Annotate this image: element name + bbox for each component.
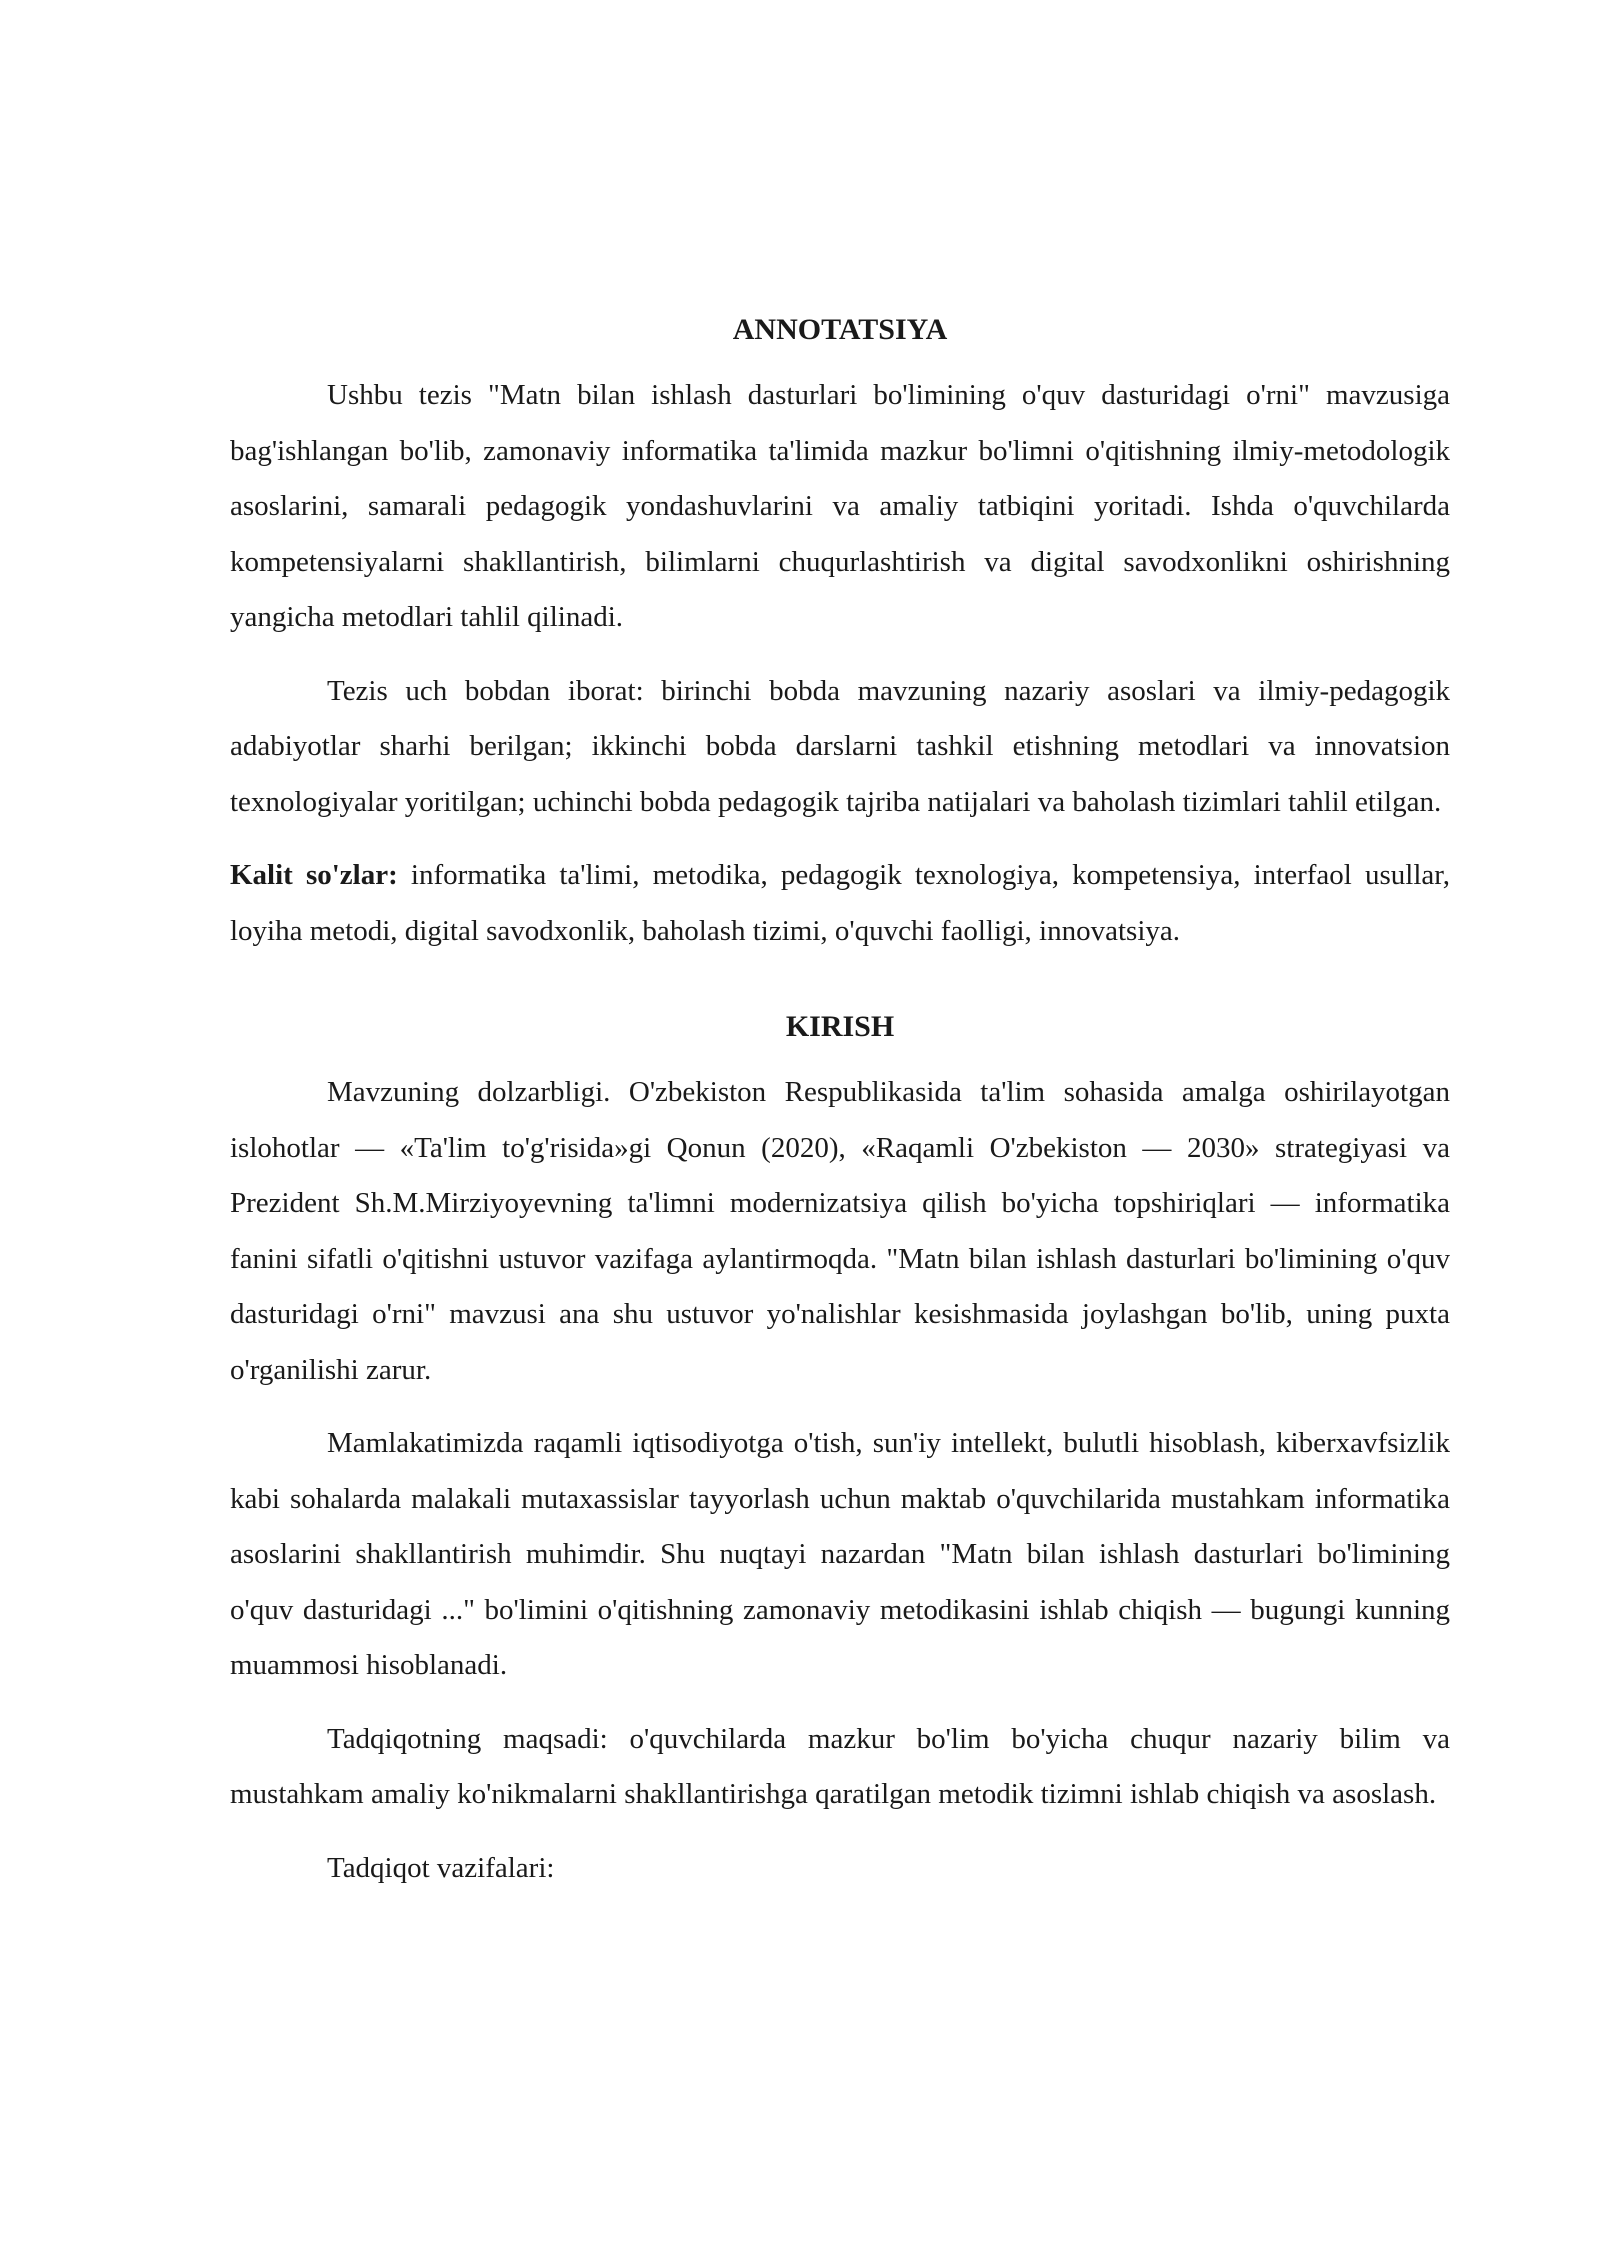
keywords-label: Kalit so'zlar: bbox=[230, 859, 398, 891]
keywords-paragraph bbox=[230, 848, 1450, 959]
intro-heading: KIRISH bbox=[785, 1010, 895, 1043]
intro-paragraph: Mavzuning dolzarbligi. O'zbekiston Respublikasida ta'lim sohasida amalga oshirilayotgan islohotlar — «Ta'lim to'g'risida»gi Qonun (2020), «Raqamli O'zbekiston — 2030» strategiyasi va Prezident Sh.M.Mirziyoyevning ta'limni modernizatsiya qilish bo'yicha topshiriqlari — informatika fanini sifatli o'qitishni ustuvor vazifaga aylantirmoqda. "Matn bilan ishlash dasturlari bo'limining o'quv dasturidagi o'rni" mavzusi ana shu ustuvor yo'nalishlar kesishmasida joylashgan bo'lib, uning puxta o'rganilishi zarur. bbox=[230, 1076, 1450, 1386]
intro-paragraph: Mamlakatimizda raqamli iqtisodiyotga o'tish, sun'iy intellekt, bulutli hisoblash, kiberxavfsizlik kabi sohalarda malakali mutaxassislar tayyorlash uchun maktab o'quvchilarida mustahkam informatika asoslarini shakllantirish muhimdir. Shu nuqtayi nazardan "Matn bilan ishlash dasturlari bo'limining o'quv dasturidagi ..." bo'limini o'qitishning zamonaviy metodikasini ishlab chiqish — bugungi kunning muammosi hisoblanadi. bbox=[230, 1427, 1450, 1681]
intro-paragraph: Tadqiqotning maqsadi: o'quvchilarda mazkur bo'lim bo'yicha chuqur nazariy bilim va mustahkam amaliy ko'nikmalarni shakllantirishga qaratilgan metodik tizimni ishlab chiqish va asoslash. bbox=[230, 1722, 1450, 1810]
keywords-text: informatika ta'limi, metodika, pedagogik texnologiya, kompetensiya, interfaol usullar, loyiha metodi, digital savodxonlik, baholash tizimi, o'quvchi faolligi, innovatsiya. bbox=[230, 859, 1450, 947]
document-page bbox=[230, 310, 1450, 1914]
intro-paragraph: Tadqiqot vazifalari: bbox=[327, 1851, 555, 1884]
annotation-heading: ANNOTATSIYA bbox=[732, 313, 948, 346]
annotation-paragraph: Ushbu tezis "Matn bilan ishlash dasturlari bo'limining o'quv dasturidagi o'rni" mavzusiga bag'ishlangan bo'lib, zamonaviy informatika ta'limida mazkur bo'limni o'qitishning ilmiy-metodologik asoslarini, samarali pedagogik yondashuvlarini va amaliy tatbiqini yoritadi. Ishda o'quvchilarda kompetensiyalarni shakllantirish, bilimlarni chuqurlashtirish va digital savodxonlikni oshirishning yangicha metodlari tahlil qilinadi. bbox=[230, 379, 1450, 633]
annotation-paragraph: Tezis uch bobdan iborat: birinchi bobda mavzuning nazariy asoslari va ilmiy-pedagogik adabiyotlar sharhi berilgan; ikkinchi bobda darslarni tashkil etishning metodlari va innovatsion texnologiyalar yoritilgan; uchinchi bobda pedagogik tajriba natijalari va baholash tizimlari tahlil etilgan. bbox=[230, 674, 1450, 818]
